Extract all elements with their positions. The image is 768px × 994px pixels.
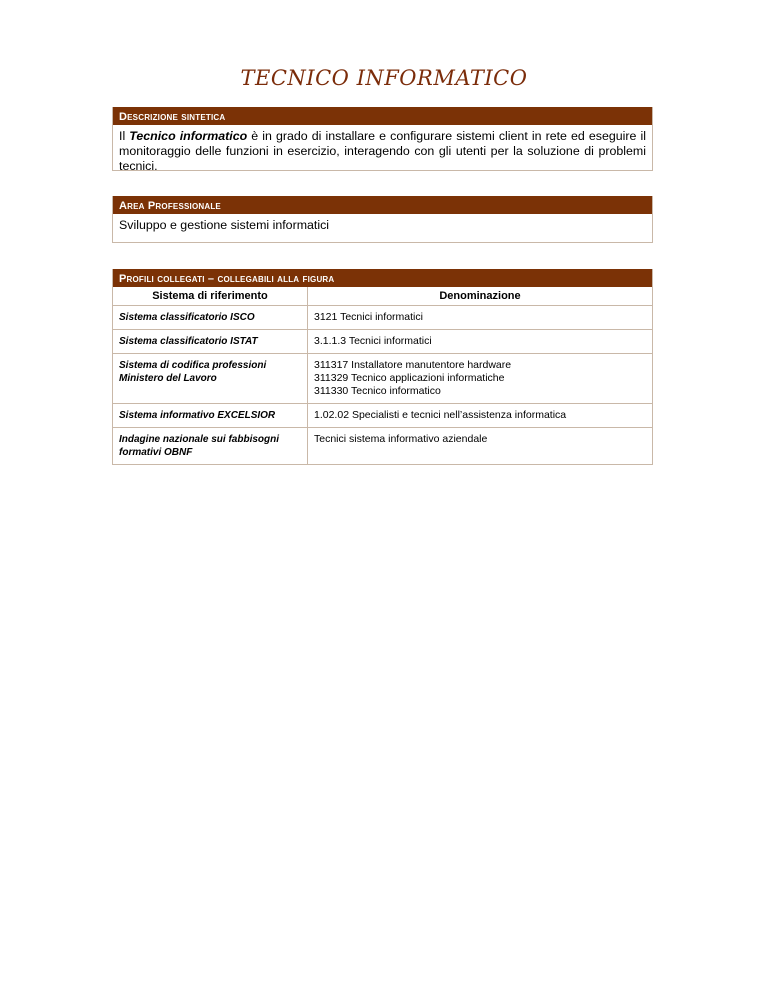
table-row [113,354,652,404]
descrizione-text [113,125,652,178]
col-sistema-header: Sistema di riferimento [113,287,308,306]
denominazione-line: Tecnici sistema informativo aziendale [314,433,488,445]
denominazione-line: 311329 Tecnico applicazioni informatiche [314,372,505,384]
row-denominazione [308,330,653,354]
denominazione-line: 3.1.1.3 Tecnici informatici [314,335,432,347]
descrizione-header: Descrizione sintetica [113,107,652,125]
row-sistema: Sistema informativo EXCELSIOR [113,404,308,428]
area-header: Area Professionale [113,196,652,214]
denominazione-line: 311330 Tecnico informatico [314,385,441,397]
row-sistema: Sistema classificatorio ISCO [113,306,308,330]
denominazione-line: 1.02.02 Specialisti e tecnici nell’assistenza informatica [314,409,567,421]
row-sistema: Sistema di codifica professioni Ministero del Lavoro [113,354,308,404]
table-row [113,306,652,330]
col-denominazione-header: Denominazione [308,287,653,306]
profili-header: Profili collegati – collegabili alla figura [113,269,652,287]
row-denominazione [308,306,653,330]
table-header-row [113,287,652,306]
page-title: TECNICO INFORMATICO [240,66,528,90]
table-row [113,404,652,428]
descrizione-text-pre: Il [119,129,130,143]
profili-table [113,287,652,464]
table-row [113,428,652,465]
descrizione-text-post: è in grado di installare e configurare sistemi client in rete ed eseguire il monitoraggio delle funzioni in esercizio, interagendo con gli utenti per la soluzione di problemi tecnici. [119,129,646,173]
area-section [112,196,653,243]
descrizione-section [112,107,653,171]
row-sistema: Indagine nazionale sui fabbisogni formativi OBNF [113,428,308,465]
denominazione-line: 311317 Installatore manutentore hardware [314,359,512,371]
table-row [113,330,652,354]
descrizione-text-em: Tecnico informatico [129,129,248,143]
profili-section [112,269,653,465]
row-denominazione [308,354,653,404]
denominazione-line: 3121 Tecnici informatici [314,311,423,323]
area-text: Sviluppo e gestione sistemi informatici [119,218,330,232]
row-denominazione [308,404,653,428]
row-sistema: Sistema classificatorio ISTAT [113,330,308,354]
row-denominazione [308,428,653,465]
